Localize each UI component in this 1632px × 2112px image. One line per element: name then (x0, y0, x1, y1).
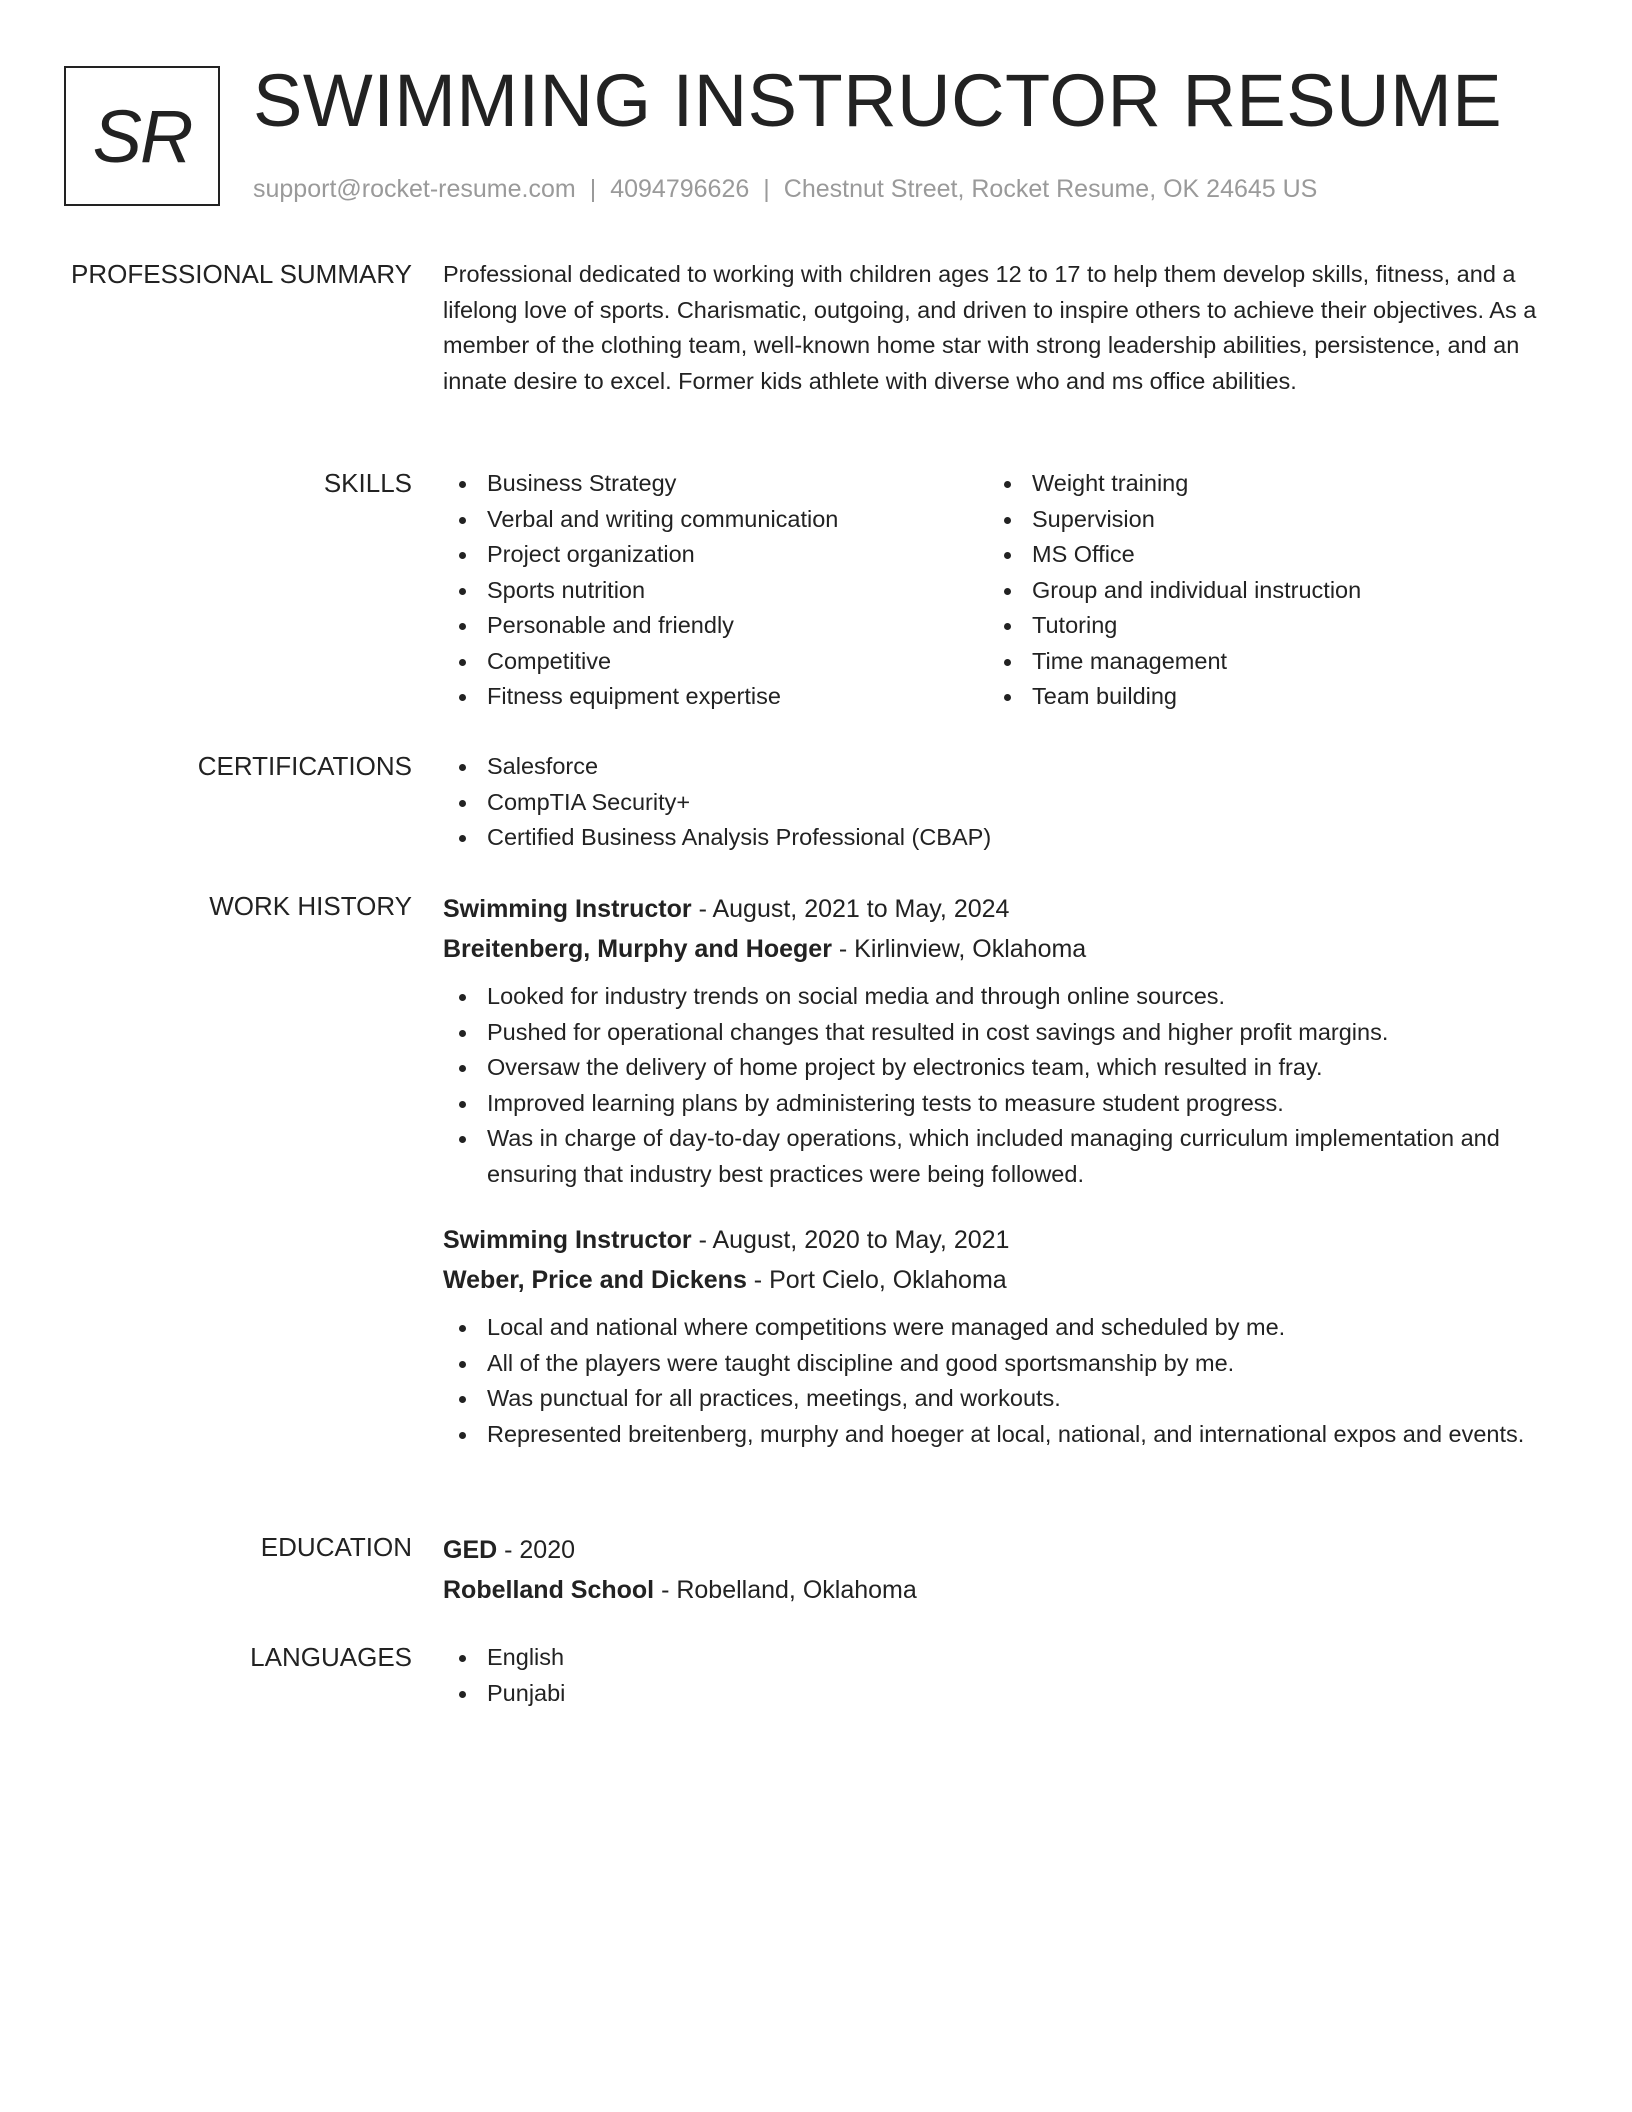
summary-text: Professional dedicated to working with children ages 12 to 17 to help them develop skills, fitness, and a lifelong love of sports. Charismatic, outgoing, and driven to inspire others to achieve their objectives. As a member of the clothing team, well-known home star with strong leadership abilities, persistence, and an innate desire to excel. Former kids athlete with diverse who and ms office abilities. (443, 261, 1537, 394)
job-duty-item: Oversaw the delivery of home project by electronics team, which resulted in fray. (443, 1050, 1553, 1086)
job-dates: - August, 2021 to May, 2024 (691, 895, 1010, 923)
job-duty-item: Looked for industry trends on social media and through online sources. (443, 979, 1553, 1015)
monogram-badge: SR (64, 66, 220, 206)
education-location: - Robelland, Oklahoma (654, 1576, 917, 1604)
summary-body (443, 257, 1553, 399)
languages-list (443, 1640, 1553, 1711)
skill-item: Project organization (443, 537, 988, 573)
skill-item: Team building (988, 679, 1533, 715)
job-location: - Port Cielo, Oklahoma (746, 1266, 1007, 1294)
job-title-line (443, 1220, 1553, 1260)
contact-phone: 4094796626 (610, 175, 750, 203)
skill-item: Verbal and writing communication (443, 502, 988, 538)
education-degree-line (443, 1530, 1553, 1570)
education-year: - 2020 (497, 1536, 576, 1564)
skill-item: Supervision (988, 502, 1533, 538)
skill-item: Tutoring (988, 608, 1533, 644)
job-duties-list (443, 1310, 1553, 1452)
contact-separator: | (589, 175, 597, 203)
education-school-line (443, 1570, 1553, 1610)
skill-item: Sports nutrition (443, 573, 988, 609)
certifications-list (443, 749, 1553, 856)
job-title: Swimming Instructor (443, 895, 692, 923)
job-duties-list (443, 979, 1553, 1192)
job-duty-item: Pushed for operational changes that resulted in cost savings and higher profit margins. (443, 1015, 1553, 1051)
skill-item: Business Strategy (443, 466, 988, 502)
education-school: Robelland School (443, 1576, 655, 1604)
contact-separator: | (763, 175, 770, 203)
job-title-line (443, 889, 1553, 929)
resume-title: SWIMMING INSTRUCTOR RESUME (253, 59, 1503, 142)
certifications-label: CERTIFICATIONS (197, 751, 412, 781)
skill-item: Fitness equipment expertise (443, 679, 988, 715)
job-dates: - August, 2020 to May, 2021 (691, 1226, 1010, 1254)
skill-item: Group and individual instruction (988, 573, 1533, 609)
job-location: - Kirlinview, Oklahoma (831, 935, 1087, 963)
languages-label: LANGUAGES (250, 1642, 412, 1672)
skill-item: Personable and friendly (443, 608, 988, 644)
certification-item: Certified Business Analysis Professional (CBAP) (443, 820, 1553, 856)
skill-item: Time management (988, 644, 1533, 680)
work-history-label: WORK HISTORY (209, 891, 412, 921)
contact-line (253, 174, 1317, 204)
job-duty-item: Local and national where competitions were managed and scheduled by me. (443, 1310, 1553, 1346)
certifications-body (443, 749, 1553, 856)
contact-email: support@rocket-resume.com (253, 175, 576, 203)
job-company: Weber, Price and Dickens (443, 1266, 747, 1294)
job-duty-item: Was in charge of day-to-day operations, which included managing curriculum implementation and ensuring that industry best practices were being followed. (443, 1121, 1553, 1192)
work-history-body (443, 889, 1553, 1452)
education-body (443, 1530, 1553, 1610)
job-company-line (443, 929, 1553, 969)
education-degree: GED (443, 1536, 498, 1564)
job-duty-item: Represented breitenberg, murphy and hoeger at local, national, and international expos and events. (443, 1417, 1553, 1453)
job-entry (443, 889, 1553, 1192)
skills-label: SKILLS (323, 468, 412, 498)
job-company-line (443, 1260, 1553, 1300)
skills-list-right (988, 466, 1533, 715)
summary-label: PROFESSIONAL SUMMARY (71, 259, 412, 289)
skill-item: Competitive (443, 644, 988, 680)
education-label: EDUCATION (260, 1532, 412, 1562)
skills-body (443, 466, 1553, 715)
job-title: Swimming Instructor (443, 1226, 692, 1254)
language-item: English (443, 1640, 1553, 1676)
skill-item: Weight training (988, 466, 1533, 502)
language-item: Punjabi (443, 1676, 1553, 1712)
certification-item: CompTIA Security+ (443, 785, 1553, 821)
job-duty-item: Improved learning plans by administering tests to measure student progress. (443, 1086, 1553, 1122)
job-entry (443, 1220, 1553, 1452)
job-duty-item: Was punctual for all practices, meetings, and workouts. (443, 1381, 1553, 1417)
job-duty-item: All of the players were taught discipline and good sportsmanship by me. (443, 1346, 1553, 1382)
contact-address: Chestnut Street, Rocket Resume, OK 24645 US (783, 175, 1318, 203)
skill-item: MS Office (988, 537, 1533, 573)
certification-item: Salesforce (443, 749, 1553, 785)
job-company: Breitenberg, Murphy and Hoeger (443, 935, 832, 963)
languages-body (443, 1640, 1553, 1711)
skills-list-left (443, 466, 988, 715)
